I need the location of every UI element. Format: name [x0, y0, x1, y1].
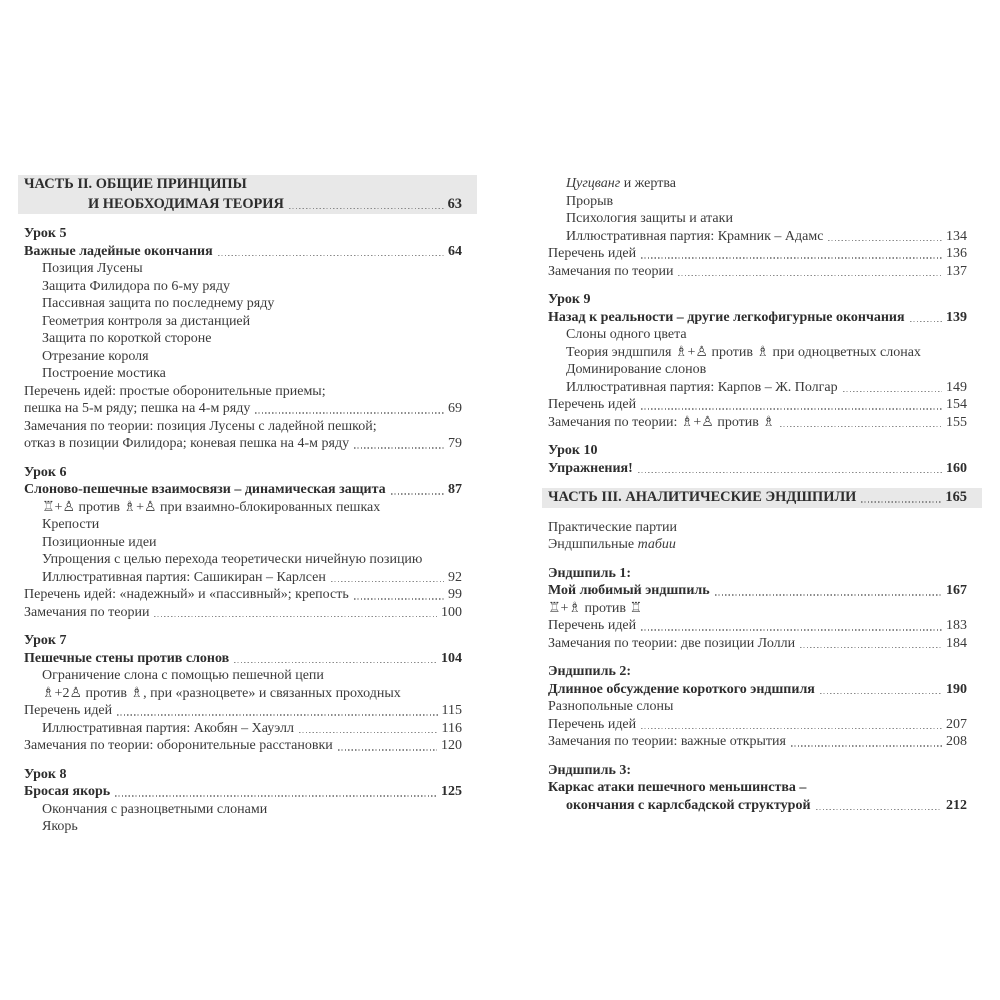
toc-entry: [548, 228, 967, 246]
chapter-title: [24, 650, 462, 668]
toc-entry: [548, 263, 967, 281]
toc-title: Иллюстративная партия: Карпов – Ж. Полгар: [566, 379, 838, 395]
toc-entry: [24, 260, 462, 278]
toc-title: Замечания по теории: оборонительные расстановки: [24, 738, 333, 753]
toc-title: Защита по короткой стороне: [42, 331, 212, 346]
dot-leader: [816, 809, 942, 810]
toc-entry: [548, 617, 967, 635]
toc-entry: [548, 600, 967, 618]
toc-title: Психология защиты и атаки: [566, 211, 733, 226]
toc-title: Замечания по теории: ♗+♙ против ♗: [548, 414, 775, 430]
toc-entry: [548, 379, 967, 397]
toc-column-left: [24, 175, 462, 836]
dot-leader: [218, 255, 444, 256]
dot-leader: [678, 275, 942, 276]
toc-title: Слоны одного цвета: [566, 327, 687, 342]
toc-title: Пассивная защита по последнему ряду: [42, 296, 275, 311]
toc-entry: [24, 685, 462, 703]
page-number: 149: [946, 379, 967, 395]
toc-title: Иллюстративная партия: Сашикиран – Карлсен: [42, 569, 326, 585]
toc-entry: [24, 365, 462, 383]
toc-entry: [24, 534, 462, 552]
toc-title: Построение мостика: [42, 366, 166, 381]
dot-leader: [289, 208, 444, 209]
toc-entry: [24, 737, 462, 755]
dot-leader: [115, 795, 437, 796]
page-number: 184: [946, 635, 967, 651]
dot-leader: [641, 728, 942, 729]
toc-entry: [548, 635, 967, 653]
dot-leader: [331, 581, 444, 582]
toc-title: [548, 536, 676, 554]
chapter-title: [548, 681, 967, 699]
page-number: 137: [946, 263, 967, 279]
page-number: 116: [441, 720, 462, 736]
toc-column-right: [548, 175, 967, 814]
toc-title: Упрощения с целью перехода теоретически ничейную позицию: [42, 552, 423, 567]
toc-entry: [24, 383, 462, 401]
page-number: 64: [448, 243, 462, 259]
toc-entry: [548, 733, 967, 751]
page-number: 100: [441, 604, 462, 620]
dot-leader: [791, 745, 942, 746]
toc-title: Урок 7: [24, 633, 67, 648]
toc-title: ЧАСТЬ II. ОБЩИЕ ПРИНЦИПЫ: [24, 176, 247, 192]
page-number: 104: [441, 650, 462, 666]
toc-entry: [24, 702, 462, 720]
dot-leader: [234, 662, 437, 663]
toc-entry: [24, 516, 462, 534]
toc-entry: [24, 499, 462, 517]
chapter-title: [24, 783, 462, 801]
toc-entry: [548, 361, 967, 379]
toc-title: Слоново-пешечные взаимосвязи – динамическая защита: [24, 482, 386, 497]
toc-entry: [24, 435, 462, 453]
lesson-label: [24, 225, 462, 243]
lesson-label: [24, 766, 462, 784]
toc-title: ♗+2♙ против ♗, при «разноцвете» и связанных проходных: [42, 685, 401, 701]
page-number: 87: [448, 482, 462, 497]
dot-leader: [117, 714, 437, 715]
page-number: 69: [448, 401, 462, 416]
toc-title: Прорыв: [566, 193, 614, 209]
dot-leader: [861, 501, 941, 502]
toc-title: Ограничение слона с помощью пешечной цепи: [42, 668, 324, 683]
lesson-label: [548, 565, 967, 583]
chapter-title: [548, 309, 967, 327]
toc-entry: [548, 716, 967, 734]
toc-title: Доминирование слонов: [566, 362, 707, 377]
toc-entry: [24, 278, 462, 296]
toc-title: Бросая якорь: [24, 784, 111, 799]
page-number: 99: [448, 587, 462, 602]
toc-title: Урок 5: [24, 226, 67, 241]
toc-title-segment: Эндшпильные: [548, 537, 638, 552]
page-number: 207: [946, 716, 967, 732]
toc-entry: [24, 313, 462, 331]
toc-title: Окончания с разноцветными слонами: [42, 801, 268, 817]
toc-title-emphasis: Цугцванг: [566, 176, 621, 191]
part-header: [18, 195, 477, 215]
toc-entry: [24, 604, 462, 622]
toc-title: окончания с карлсбадской структурой: [566, 797, 811, 813]
toc-entry: [548, 414, 967, 432]
toc-title: Замечания по теории: важные открытия: [548, 734, 786, 749]
page-number: 212: [946, 797, 967, 813]
toc-entry: [24, 418, 462, 436]
page-number: 92: [448, 569, 462, 585]
toc-title: Мой любимый эндшпиль: [548, 583, 710, 598]
toc-entry: [548, 344, 967, 362]
toc-title: Разнопольные слоны: [548, 699, 674, 714]
dot-leader: [910, 321, 942, 322]
toc-entry: [24, 801, 462, 819]
page-number: 63: [447, 195, 462, 212]
page-number: 183: [946, 618, 967, 633]
toc-entry: [548, 193, 967, 211]
toc-entry: [548, 519, 967, 537]
toc-title: Перечень идей: [548, 397, 637, 412]
toc-title: Крепости: [42, 517, 100, 532]
dot-leader: [299, 732, 438, 733]
toc-entry: [548, 326, 967, 344]
page-number: 125: [441, 784, 462, 799]
page-number: 190: [946, 681, 967, 697]
toc-title: Назад к реальности – другие легкофигурные окончания: [548, 309, 905, 325]
dot-leader: [641, 408, 942, 409]
dot-leader: [800, 647, 942, 648]
toc-title-segment: и жертва: [620, 176, 676, 191]
lesson-label: [24, 464, 462, 482]
lesson-label: [548, 442, 967, 460]
dot-leader: [641, 629, 942, 630]
dot-leader: [780, 426, 942, 427]
toc-entry: [548, 245, 967, 263]
dot-leader: [255, 412, 444, 413]
page-number: 165: [945, 489, 967, 505]
dot-leader: [828, 240, 942, 241]
page-number: 160: [946, 460, 967, 476]
toc-entry: [548, 536, 967, 554]
toc-title: Длинное обсуждение короткого эндшпиля: [548, 681, 815, 697]
toc-title: Важные ладейные окончания: [24, 243, 213, 259]
page-number: 79: [448, 436, 462, 451]
dot-leader: [154, 616, 437, 617]
toc-title: Якорь: [42, 819, 78, 834]
toc-title: И НЕОБХОДИМАЯ ТЕОРИЯ: [88, 195, 284, 212]
lesson-label: [548, 291, 967, 309]
toc-title: ЧАСТЬ III. АНАЛИТИЧЕСКИЕ ЭНДШПИЛИ: [548, 489, 857, 505]
toc-title: Замечания по теории: две позиции Лолли: [548, 635, 796, 651]
toc-title: Урок 8: [24, 766, 67, 782]
part-header: [18, 175, 477, 195]
toc-title: Перечень идей: «надежный» и «пассивный»; крепость: [24, 587, 349, 602]
dot-leader: [354, 447, 444, 448]
chapter-title: [24, 481, 462, 499]
page-number: 115: [441, 703, 462, 718]
toc-title: Отрезание короля: [42, 348, 149, 364]
toc-title: Перечень идей: [548, 716, 637, 732]
toc-title: Замечания по теории: позиция Лусены с ладейной пешкой;: [24, 418, 377, 434]
lesson-label: [548, 779, 967, 797]
toc-title: Перечень идей: простые оборонительные приемы;: [24, 383, 326, 399]
lesson-label: [548, 762, 967, 780]
chapter-title: [548, 797, 967, 815]
dot-leader: [354, 598, 444, 599]
chapter-title: [548, 460, 967, 478]
toc-title: Перечень идей: [24, 703, 113, 718]
toc-title: Иллюстративная партия: Акобян – Хауэлл: [42, 720, 294, 736]
toc-title: Перечень идей: [548, 246, 637, 261]
toc-title: Позиция Лусены: [42, 261, 143, 276]
toc-title: [566, 175, 676, 193]
dot-leader: [638, 472, 942, 473]
part-header: [542, 488, 982, 508]
toc-entry: [24, 348, 462, 366]
dot-leader: [820, 693, 942, 694]
chapter-title: [548, 582, 967, 600]
toc-entry: [548, 698, 967, 716]
toc-title: Каркас атаки пешечного меньшинства –: [548, 780, 807, 795]
toc-entry: [24, 400, 462, 418]
toc-entry: [24, 667, 462, 685]
toc-title: ♖+♙ против ♗+♙ при взаимно-блокированных пешках: [42, 499, 381, 515]
toc-title: Пешечные стены против слонов: [24, 650, 230, 666]
toc-entry: [548, 210, 967, 228]
toc-entry: [24, 720, 462, 738]
toc-entry: [24, 818, 462, 836]
lesson-label: [24, 632, 462, 650]
toc-title: Эндшпиль 3:: [548, 762, 632, 778]
toc-title: Иллюстративная партия: Крамник – Адамс: [566, 228, 824, 244]
toc-title: Урок 6: [24, 464, 67, 480]
toc-title: Теория эндшпиля ♗+♙ против ♗ при одноцветных слонах: [566, 344, 921, 360]
page-number: 167: [946, 583, 967, 598]
page-number: 120: [441, 738, 462, 753]
toc-entry: [548, 396, 967, 414]
toc-title: Защита Филидора по 6-му ряду: [42, 278, 230, 294]
toc-title-emphasis: табии: [637, 537, 676, 552]
chapter-title: [24, 243, 462, 261]
toc-entry: [24, 586, 462, 604]
page-number: 208: [946, 734, 967, 749]
toc-title: Урок 9: [548, 292, 591, 307]
toc-title: отказ в позиции Филидора; коневая пешка на 4-м ряду: [24, 436, 350, 451]
toc-title: Практические партии: [548, 519, 678, 535]
page-number: 155: [946, 414, 967, 430]
dot-leader: [338, 749, 437, 750]
page-number: 136: [946, 246, 967, 261]
dot-leader: [715, 594, 942, 595]
toc-title: Позиционные идеи: [42, 534, 157, 550]
toc-title: пешка на 5-м ряду; пешка на 4-м ряду: [24, 401, 251, 416]
page-number: 134: [946, 228, 967, 244]
toc-title: Эндшпиль 1:: [548, 565, 632, 581]
toc-entry: [24, 330, 462, 348]
toc-title: Урок 10: [548, 443, 598, 458]
toc-title: ♖+♗ против ♖: [548, 600, 643, 616]
toc-title: Замечания по теории: [548, 263, 674, 279]
toc-title: Эндшпиль 2:: [548, 664, 632, 679]
page-number: 139: [946, 309, 967, 325]
dot-leader: [843, 391, 942, 392]
toc-title: Упражнения!: [548, 460, 633, 476]
toc-title: Перечень идей: [548, 618, 637, 633]
toc-entry: [24, 569, 462, 587]
lesson-label: [548, 663, 967, 681]
dot-leader: [391, 493, 444, 494]
page-number: 154: [946, 397, 967, 412]
toc-entry: [548, 175, 967, 193]
toc-title: Геометрия контроля за дистанцией: [42, 313, 251, 329]
toc-entry: [24, 551, 462, 569]
dot-leader: [641, 257, 942, 258]
toc-title: Замечания по теории: [24, 604, 150, 620]
toc-entry: [24, 295, 462, 313]
